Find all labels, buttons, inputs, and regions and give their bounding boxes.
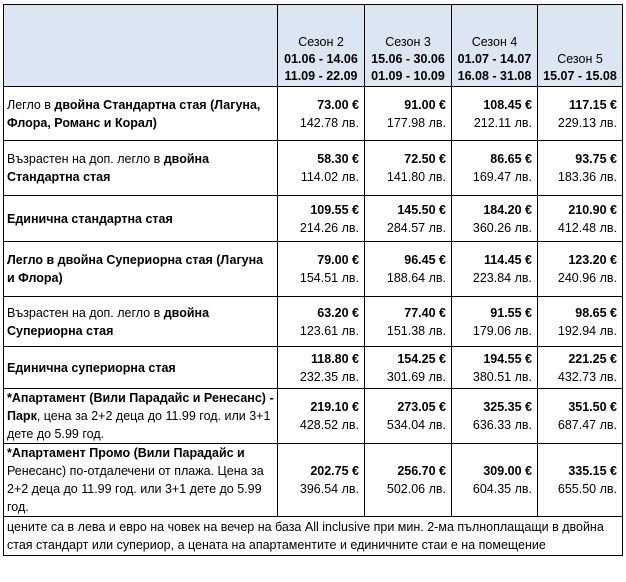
price-eur: 309.00 € <box>483 464 532 478</box>
price-cell <box>538 347 623 389</box>
season-dates: 01.06 - 14.06 <box>284 52 358 66</box>
price-table <box>3 4 623 556</box>
room-type-label <box>4 242 278 297</box>
season-dates: 11.09 - 22.09 <box>284 69 358 83</box>
price-bgn: 428.52 лв. <box>299 418 359 432</box>
price-cell <box>538 242 623 297</box>
price-eur: 91.55 € <box>490 305 532 320</box>
footnote-row <box>4 517 623 556</box>
price-cell <box>452 141 538 196</box>
price-eur: 325.35 € <box>483 400 532 414</box>
price-cell <box>278 444 365 517</box>
price-eur: 93.75 € <box>575 152 617 166</box>
price-eur: 91.00 € <box>404 97 446 112</box>
price-eur: 63.20 € <box>317 305 359 320</box>
season-4-header <box>452 5 538 87</box>
price-bgn: 151.38 лв. <box>386 323 446 338</box>
table-row <box>4 444 623 517</box>
room-type-label <box>4 444 278 517</box>
label-segment: Възрастен на доп. легло в <box>7 305 164 320</box>
price-bgn: 380.51 лв. <box>472 369 532 384</box>
price-bgn: 655.50 лв. <box>557 482 617 496</box>
price-cell <box>452 87 538 141</box>
price-cell <box>538 196 623 242</box>
price-bgn: 114.02 лв. <box>300 170 359 184</box>
season-3-header <box>365 5 452 87</box>
price-bgn: 396.54 лв. <box>299 482 359 496</box>
header-row <box>4 5 623 87</box>
price-bgn: 212.11 лв. <box>473 115 532 130</box>
price-cell <box>365 444 452 517</box>
price-bgn: 502.06 лв. <box>386 482 446 496</box>
price-eur: 221.25 € <box>568 351 617 366</box>
label-segment: Единична стандартна стая <box>7 211 173 226</box>
price-eur: 73.00 € <box>317 97 359 112</box>
price-cell <box>278 196 365 242</box>
season-name: Сезон 2 <box>298 35 344 49</box>
price-cell <box>538 297 623 347</box>
price-cell <box>452 347 538 389</box>
price-cell <box>452 242 538 297</box>
table-row <box>4 242 623 297</box>
price-eur: 72.50 € <box>404 152 446 166</box>
price-bgn: 142.78 лв. <box>299 115 359 130</box>
price-cell <box>538 87 623 141</box>
room-type-label <box>4 297 278 347</box>
price-cell <box>452 444 538 517</box>
label-segment: двойна Стандартна стая (Лагуна, Флора, Романс и Корал) <box>7 97 261 130</box>
price-cell <box>365 242 452 297</box>
room-type-label <box>4 196 278 242</box>
price-bgn: 123.61 лв. <box>299 323 359 338</box>
price-eur: 98.65 € <box>575 305 617 320</box>
room-type-label <box>4 87 278 141</box>
price-cell <box>278 347 365 389</box>
label-segment: Единична супериорна стая <box>7 360 176 375</box>
price-eur: 108.45 € <box>483 97 532 112</box>
table-row <box>4 297 623 347</box>
price-cell <box>452 196 538 242</box>
label-segment: Легло в двойна Супериорна стая (Лагуна и Флора) <box>7 253 264 285</box>
price-bgn: 301.69 лв. <box>386 369 446 384</box>
price-cell <box>365 87 452 141</box>
label-segment: Ренесанс) по-отдалечени от плажа. Цена за 2+2 деца до 11.99 год. или 3+1 дете до 5.99 год. <box>7 464 264 514</box>
price-cell <box>278 87 365 141</box>
price-bgn: 183.36 лв. <box>557 170 617 184</box>
label-segment: *Апартамент (Вили Парадайс и Ренесанс) - Парк <box>7 391 274 423</box>
season-2-header <box>278 5 365 87</box>
season-name: Сезон 4 <box>471 35 518 49</box>
label-segment: двойна Стандартна стая <box>7 152 210 184</box>
price-eur: 77.40 € <box>404 305 446 320</box>
season-name: Сезон 3 <box>385 35 431 49</box>
table-row <box>4 141 623 196</box>
season-dates: 01.07 - 14.07 <box>457 52 532 66</box>
room-type-label <box>4 389 278 444</box>
price-bgn: 687.47 лв. <box>557 418 617 432</box>
price-bgn: 636.33 лв. <box>472 418 532 432</box>
footnote: цените са в лева и евро на човек на вечер на база All inclusive при мин. 2-ма пълноплащащи в двойна стая стандарт или супериор, а цената на апартаментите и единичните стаи е на помещение <box>4 517 623 556</box>
season-dates: 01.09 - 10.09 <box>371 69 445 83</box>
price-bgn: 232.35 лв. <box>299 369 359 384</box>
season-dates: 15.06 - 30.06 <box>371 52 445 66</box>
price-eur: 219.10 € <box>310 400 359 414</box>
price-eur: 256.70 € <box>397 464 446 478</box>
price-bgn: 141.80 лв. <box>386 170 446 184</box>
price-bgn: 360.26 лв. <box>472 220 532 235</box>
price-eur: 109.55 € <box>310 202 359 217</box>
price-bgn: 177.98 лв. <box>386 115 446 130</box>
price-cell <box>365 297 452 347</box>
price-bgn: 240.96 лв. <box>557 271 617 285</box>
price-bgn: 214.26 лв. <box>299 220 359 235</box>
price-bgn: 192.94 лв. <box>557 323 617 338</box>
price-eur: 273.05 € <box>397 400 446 414</box>
header-blank-cell <box>4 5 278 87</box>
price-bgn: 223.84 лв. <box>472 271 532 285</box>
price-cell <box>278 141 365 196</box>
price-eur: 145.50 € <box>397 202 446 217</box>
room-type-label <box>4 141 278 196</box>
price-bgn: 534.04 лв. <box>386 418 446 432</box>
price-cell <box>365 347 452 389</box>
price-eur: 117.15 € <box>569 97 617 112</box>
table-row <box>4 389 623 444</box>
price-bgn: 412.48 лв. <box>557 220 617 235</box>
price-bgn: 432.73 лв. <box>557 369 617 384</box>
price-eur: 79.00 € <box>317 253 359 267</box>
price-cell <box>538 141 623 196</box>
price-eur: 58.30 € <box>317 152 359 166</box>
price-cell <box>538 389 623 444</box>
price-bgn: 284.57 лв. <box>386 220 446 235</box>
table-body <box>4 87 623 517</box>
price-bgn: 188.64 лв. <box>386 271 446 285</box>
price-cell <box>538 444 623 517</box>
label-segment: двойна Супериорна стая <box>7 305 210 338</box>
price-eur: 202.75 € <box>310 464 359 478</box>
label-segment: Възрастен на доп. легло в <box>7 152 164 166</box>
price-eur: 184.20 € <box>483 202 532 217</box>
table-row <box>4 87 623 141</box>
price-eur: 335.15 € <box>568 464 617 478</box>
price-eur: 351.50 € <box>568 400 617 414</box>
price-cell <box>452 297 538 347</box>
price-eur: 114.45 € <box>484 253 532 267</box>
price-cell <box>452 389 538 444</box>
price-eur: 96.45 € <box>404 253 446 267</box>
table-row <box>4 347 623 389</box>
label-segment: , цена за 2+2 деца до 11.99 год. или 3+1 дете до 5.99 год. <box>7 409 271 441</box>
price-eur: 154.25 € <box>397 351 446 366</box>
price-cell <box>278 389 365 444</box>
season-name: Сезон 5 <box>557 52 603 66</box>
price-cell <box>365 389 452 444</box>
price-eur: 123.20 € <box>568 253 617 267</box>
price-eur: 86.65 € <box>490 152 532 166</box>
price-cell <box>365 196 452 242</box>
price-bgn: 154.51 лв. <box>299 271 359 285</box>
price-bgn: 179.06 лв. <box>472 323 532 338</box>
price-bgn: 604.35 лв. <box>472 482 532 496</box>
season-dates: 15.07 - 15.08 <box>543 69 617 83</box>
price-eur: 118.80 € <box>311 351 359 366</box>
price-bgn: 229.13 лв. <box>557 115 617 130</box>
label-segment: *Апартамент Промо (Вили Парадайс и <box>7 446 245 460</box>
price-cell <box>278 297 365 347</box>
price-cell <box>278 242 365 297</box>
price-eur: 210.90 € <box>568 202 617 217</box>
season-dates: 16.08 - 31.08 <box>457 69 532 83</box>
price-cell <box>365 141 452 196</box>
price-eur: 194.55 € <box>483 351 532 366</box>
table-row <box>4 196 623 242</box>
season-5-header <box>538 5 623 87</box>
label-segment: Легло в <box>7 97 55 112</box>
price-bgn: 169.47 лв. <box>472 170 532 184</box>
room-type-label <box>4 347 278 389</box>
